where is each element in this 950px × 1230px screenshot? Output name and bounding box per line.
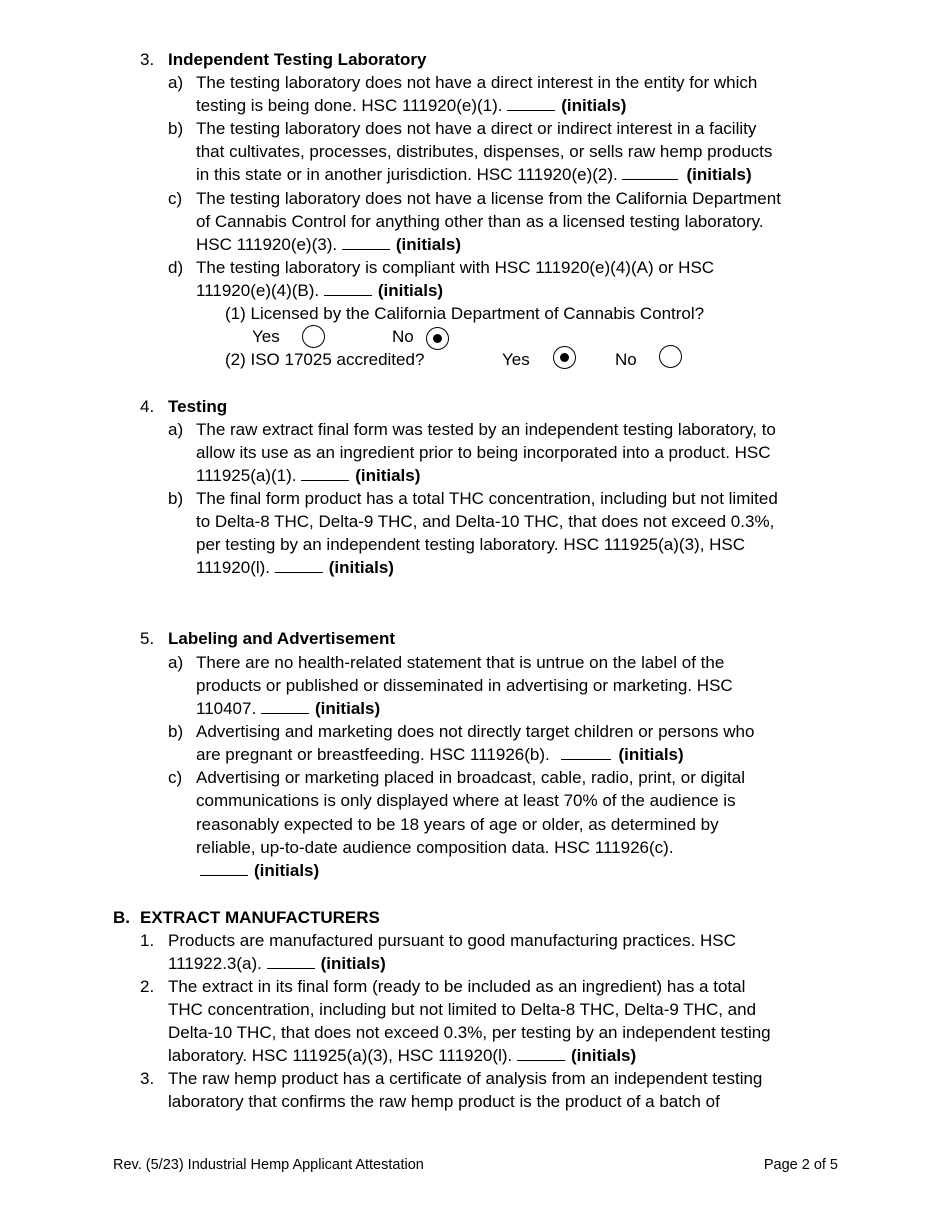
item-text: Delta-10 THC, that does not exceed 0.3%, per testing by an independent testing xyxy=(168,1023,771,1042)
item-text-end: 110407. xyxy=(196,699,257,718)
item-text-end: laboratory. HSC 111925(a)(3), HSC 111920(l). xyxy=(168,1046,513,1065)
item-marker: 1. xyxy=(140,931,155,950)
initials-label: (initials) xyxy=(561,96,627,115)
radio-selected-dot xyxy=(560,353,569,362)
item-text: products or published or disseminated in advertising or marketing. HSC xyxy=(196,676,733,695)
question-iso: (2) ISO 17025 accredited? xyxy=(225,350,425,369)
section-title: EXTRACT MANUFACTURERS xyxy=(140,908,380,927)
item-text: There are no health-related statement that is untrue on the label of the xyxy=(196,653,725,672)
item-text: THC concentration, including but not limited to Delta-8 THC, Delta-9 THC, and xyxy=(168,1000,757,1019)
section-title: Labeling and Advertisement xyxy=(168,629,396,648)
item-text xyxy=(196,743,684,766)
initials-label: (initials) xyxy=(395,235,462,254)
item-text: The testing laboratory does not have a direct interest in the entity for which xyxy=(196,73,758,92)
item-text-end: in this state or in another jurisdiction. HSC 111920(e)(2). xyxy=(196,165,618,184)
section-number: 5. xyxy=(140,629,155,648)
initials-label: (initials) xyxy=(570,1046,637,1065)
initials-label: (initials) xyxy=(377,281,444,300)
section-title: Independent Testing Laboratory xyxy=(168,50,427,69)
item-text: communications is only displayed where at least 70% of the audience is xyxy=(196,791,736,810)
initials-field[interactable] xyxy=(342,233,390,250)
radio-label-no: No xyxy=(615,350,637,369)
item-marker: b) xyxy=(168,722,184,741)
initials-field[interactable] xyxy=(561,743,611,760)
item-text: of Cannabis Control for anything other than as a licensed testing laboratory. xyxy=(196,212,764,231)
item-text xyxy=(168,952,386,975)
item-text: The raw hemp product has a certificate of analysis from an independent testing xyxy=(168,1069,763,1088)
item-marker: a) xyxy=(168,420,184,439)
item-text: Products are manufactured pursuant to good manufacturing practices. HSC xyxy=(168,931,736,950)
item-text-end: 111920(e)(4)(B). xyxy=(196,281,320,300)
item-marker: 3. xyxy=(140,1069,155,1088)
item-text-end: are pregnant or breastfeeding. HSC 111926(b). xyxy=(196,745,550,764)
item-text xyxy=(196,163,752,186)
initials-label: (initials) xyxy=(618,745,684,764)
initials-label: (initials) xyxy=(314,699,381,718)
item-text-end: testing is being done. HSC 111920(e)(1). xyxy=(196,96,503,115)
initials-label: (initials) xyxy=(320,954,386,973)
item-text xyxy=(168,1044,636,1067)
item-text xyxy=(196,279,443,302)
item-marker: a) xyxy=(168,653,184,672)
item-marker: c) xyxy=(168,189,183,208)
radio-label-yes: Yes xyxy=(502,350,530,369)
footer-page-number: Page 2 of 5 xyxy=(763,1157,838,1173)
item-marker: b) xyxy=(168,119,184,138)
item-text: reasonably expected to be 18 years of age or older, as determined by xyxy=(196,815,719,834)
item-text xyxy=(196,464,420,487)
initials-field[interactable] xyxy=(517,1044,565,1061)
section-number: 3. xyxy=(140,50,155,69)
item-text: reliable, up-to-date audience composition data. HSC 111926(c). xyxy=(196,838,674,857)
item-text: Advertising and marketing does not directly target children or persons who xyxy=(196,722,755,741)
initials-field[interactable] xyxy=(200,859,248,876)
initials-field[interactable] xyxy=(301,464,349,481)
radio-selected-dot xyxy=(433,334,442,343)
radio-label-no: No xyxy=(392,327,414,346)
item-marker: c) xyxy=(168,768,183,787)
initials-field[interactable] xyxy=(275,556,323,573)
item-text: Advertising or marketing placed in broadcast, cable, radio, print, or digital xyxy=(196,768,746,787)
item-text: that cultivates, processes, distributes, dispenses, or sells raw hemp products xyxy=(196,142,773,161)
footer-revision: Rev. (5/23) Industrial Hemp Applicant Attestation xyxy=(113,1157,424,1173)
question-licensed: (1) Licensed by the California Department of Cannabis Control? xyxy=(225,304,705,323)
item-text: laboratory that confirms the raw hemp product is the product of a batch of xyxy=(168,1092,720,1111)
item-text: The testing laboratory is compliant with HSC 111920(e)(4)(A) or HSC xyxy=(196,258,715,277)
item-text: The extract in its final form (ready to be included as an ingredient) has a total xyxy=(168,977,746,996)
item-text xyxy=(196,94,626,117)
item-marker: 2. xyxy=(140,977,155,996)
initials-label: (initials) xyxy=(328,558,394,577)
radio-label-yes: Yes xyxy=(252,327,280,346)
item-text xyxy=(196,697,380,720)
item-text xyxy=(200,859,319,882)
initials-field[interactable] xyxy=(261,697,309,714)
initials-label: (initials) xyxy=(355,466,421,485)
item-text: to Delta-8 THC, Delta-9 THC, and Delta-10 THC, that does not exceed 0.3%, xyxy=(196,512,775,531)
item-marker: d) xyxy=(168,258,184,277)
licensed-no-radio[interactable] xyxy=(426,327,449,350)
initials-field[interactable] xyxy=(267,952,315,969)
iso-no-radio[interactable] xyxy=(659,345,682,368)
item-text-end: 111920(l). xyxy=(196,558,271,577)
item-text: The testing laboratory does not have a license from the California Department xyxy=(196,189,781,208)
item-marker: a) xyxy=(168,73,184,92)
iso-yes-radio[interactable] xyxy=(553,346,576,369)
item-marker: b) xyxy=(168,489,184,508)
item-text-end: 111922.3(a). xyxy=(168,954,262,973)
initials-field[interactable] xyxy=(507,94,555,111)
item-text-end: HSC 111920(e)(3). xyxy=(196,235,338,254)
initials-label: (initials) xyxy=(686,165,752,184)
section-letter-text: B. xyxy=(113,908,130,927)
section-number: 4. xyxy=(140,397,155,416)
item-text xyxy=(196,556,394,579)
item-text: The raw extract final form was tested by an independent testing laboratory, to xyxy=(196,420,776,439)
item-text-end: 111925(a)(1). xyxy=(196,466,297,485)
item-text: The final form product has a total THC concentration, including but not limited xyxy=(196,489,778,508)
item-text: The testing laboratory does not have a direct or indirect interest in a facility xyxy=(196,119,757,138)
item-text xyxy=(196,233,461,256)
initials-field[interactable] xyxy=(324,279,372,296)
item-text: per testing by an independent testing laboratory. HSC 111925(a)(3), HSC xyxy=(196,535,746,554)
item-text: allow its use as an ingredient prior to being incorporated into a product. HSC xyxy=(196,443,771,462)
section-title: Testing xyxy=(168,397,228,416)
initials-field[interactable] xyxy=(622,163,678,180)
initials-label: (initials) xyxy=(254,861,320,880)
licensed-yes-radio[interactable] xyxy=(302,325,325,348)
section-letter xyxy=(113,906,130,929)
